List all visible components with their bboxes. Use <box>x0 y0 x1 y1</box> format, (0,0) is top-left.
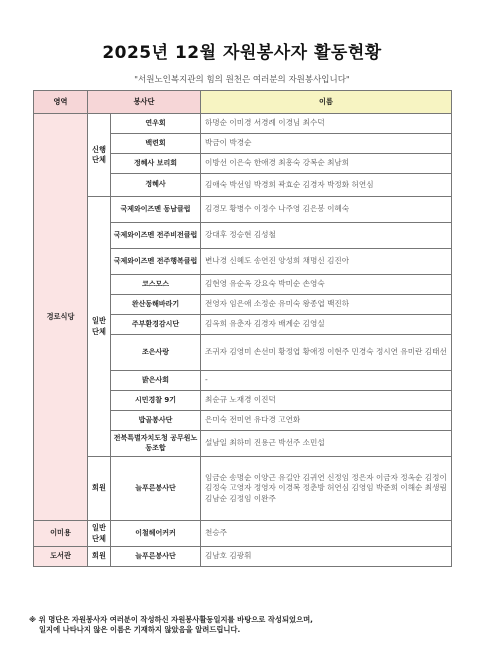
organization-cell: 밥골봉사단 <box>111 411 201 431</box>
names-cell: 최순규 노재경 이진덕 <box>201 391 452 411</box>
area-cell: 도서관 <box>34 547 88 567</box>
organization-cell: 국제와이즈멘 동남클럽 <box>111 197 201 223</box>
names-cell: 강대후 정승현 김성철 <box>201 223 452 249</box>
subgroup-cell: 회원 <box>88 457 111 521</box>
subgroup-cell: 신행 단체 <box>88 114 111 197</box>
volunteer-table <box>33 90 452 567</box>
table-row <box>34 114 452 134</box>
subgroup-cell: 일반 단체 <box>88 521 111 547</box>
names-cell: 김경모 황병수 이정수 나주영 김은봉 이혜숙 <box>201 197 452 223</box>
area-cell: 경로식당 <box>34 114 88 521</box>
organization-cell: 밝은사회 <box>111 371 201 391</box>
page-title: 2025년 12월 자원봉사자 활동현황 <box>102 43 382 63</box>
names-cell: 김애숙 박선임 박경희 곽효순 김경자 박정화 허연심 <box>201 174 452 197</box>
subgroup-cell: 회원 <box>88 547 111 567</box>
names-cell: 천승주 <box>201 521 452 547</box>
subgroup-cell: 일반 단체 <box>88 197 111 457</box>
names-cell: 은미숙 전미연 유다경 고연화 <box>201 411 452 431</box>
footnote-line: ※ 위 명단은 자원봉사자 여러분이 작성하신 자원봉사활동일지를 바탕으로 작성되었으며, <box>29 615 313 624</box>
table-header-row <box>34 91 452 114</box>
names-cell: 이방선 이은숙 한애경 최흥숙 강복순 최남희 <box>201 154 452 174</box>
names-cell: 박금이 박경순 <box>201 134 452 154</box>
organization-cell: 코스모스 <box>111 275 201 295</box>
column-header-names: 이름 <box>201 91 452 114</box>
organization-cell: 정혜사 <box>111 174 201 197</box>
table-row <box>34 521 452 547</box>
column-header-area: 영역 <box>34 91 88 114</box>
organization-cell: 늘푸른봉사단 <box>111 547 201 567</box>
area-cell: 이미용 <box>34 521 88 547</box>
table-row <box>34 547 452 567</box>
organization-cell: 국제와이즈멘 전주비전클럽 <box>111 223 201 249</box>
names-cell: - <box>201 371 452 391</box>
organization-cell: 주부환경감시단 <box>111 315 201 335</box>
organization-cell: 백련회 <box>111 134 201 154</box>
footnote-line: 일지에 나타나지 않은 이름은 기재하지 않았음을 알려드립니다. <box>39 624 241 634</box>
names-cell: 김현영 유순옥 강요숙 박미순 손영숙 <box>201 275 452 295</box>
organization-cell: 시민경찰 9기 <box>111 391 201 411</box>
names-cell: 임금순 송명순 이양근 유길안 김귀연 신정임 정은자 이금자 정옥순 김정이 김정숙 고영자 정영자 이경복 정춘방 허연심 김영임 박준희 이해순 최생림 김남순 김정임 이완주 <box>201 457 452 521</box>
organization-cell: 늘푸른봉사단 <box>111 457 201 521</box>
table-row <box>34 457 452 521</box>
column-header-organization: 봉사단 <box>88 91 201 114</box>
names-cell: 설남일 최하미 진용근 박선주 소민섭 <box>201 431 452 457</box>
page-subtitle: "서원노인복지관의 힘의 원천은 여러분의 자원봉사입니다" <box>134 75 350 85</box>
names-cell: 조귀자 김영미 손선미 황정엽 황애정 이현주 민경숙 정시연 유미란 김태선 <box>201 335 452 371</box>
footnote <box>29 615 459 635</box>
organization-cell: 이철헤어커커 <box>111 521 201 547</box>
names-cell: 전영자 임은애 소정순 유미숙 왕종엽 백진하 <box>201 295 452 315</box>
names-cell: 하명순 이미경 서경례 이경님 최수덕 <box>201 114 452 134</box>
organization-cell: 정혜사 보리회 <box>111 154 201 174</box>
organization-cell: 국제와이즈멘 전주행복클럽 <box>111 249 201 275</box>
names-cell: 김옥희 유춘자 김경자 배계순 김영실 <box>201 315 452 335</box>
table-row <box>34 197 452 223</box>
organization-cell: 전북특별자치도청 공무원노동조합 <box>111 431 201 457</box>
names-cell: 김남호 김광휘 <box>201 547 452 567</box>
organization-cell: 완산동해바라기 <box>111 295 201 315</box>
organization-cell: 조은사랑 <box>111 335 201 371</box>
names-cell: 변나경 신혜도 송연진 양성희 채명신 김진아 <box>201 249 452 275</box>
organization-cell: 연우회 <box>111 114 201 134</box>
